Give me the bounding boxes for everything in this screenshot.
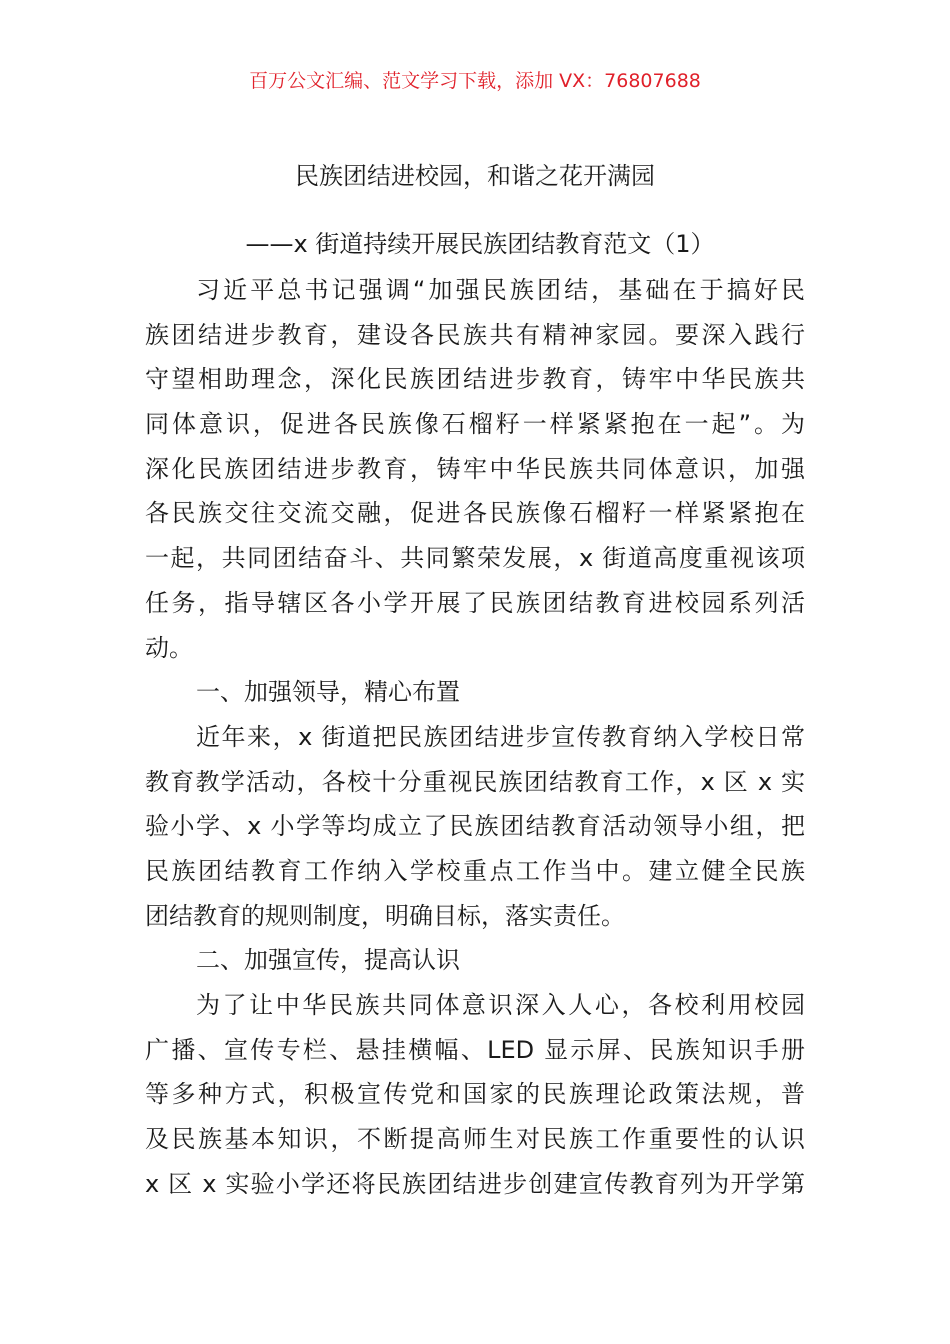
- text-line: 团结教育的规则制度，明确目标，落实责任。: [145, 901, 625, 930]
- text-line: 及民族基本知识，不断提高师生对民族工作重要性的认识: [145, 1125, 805, 1154]
- text-line: 族团结进步教育，建设各民族共有精神家园。要深入践行: [145, 320, 805, 349]
- text-line: 二、加强宣传，提高认识: [196, 946, 460, 975]
- document-title: 民族团结进校园，和谐之花开满园: [295, 162, 655, 190]
- document-body: [145, 268, 805, 1206]
- text-line: 为了让中华民族共同体意识深入人心，各校利用校园: [196, 991, 805, 1019]
- text-line: 教育教学活动，各校十分重视民族团结教育工作，x 区 x 实: [145, 767, 805, 796]
- text-line: 广播、宣传专栏、悬挂横幅、LED 显示屏、民族知识手册: [145, 1035, 805, 1064]
- text-line: 近年来，x 街道把民族团结进步宣传教育纳入学校日常: [196, 722, 805, 751]
- text-line: 习近平总书记强调“加强民族团结，基础在于搞好民: [196, 276, 805, 304]
- text-line: 深化民族团结进步教育，铸牢中华民族共同体意识，加强: [145, 454, 805, 483]
- watermark-header: 百万公文汇编、范文学习下载，添加 VX：76807688: [249, 70, 701, 92]
- text-line: 任务，指导辖区各小学开展了民族团结教育进校园系列活: [145, 588, 805, 617]
- text-line: 验小学、x 小学等均成立了民族团结教育活动领导小组，把: [145, 812, 805, 841]
- text-line: 等多种方式，积极宣传党和国家的民族理论政策法规，普: [145, 1080, 805, 1109]
- text-line: 同体意识，促进各民族像石榴籽一样紧紧抱在一起”。为: [145, 410, 805, 439]
- text-line: 一、加强领导，精心布置: [196, 678, 460, 707]
- text-line: 民族团结教育工作纳入学校重点工作当中。建立健全民族: [145, 856, 805, 885]
- text-line: 守望相助理念，深化民族团结进步教育，铸牢中华民族共: [145, 365, 805, 394]
- text-line: 一起，共同团结奋斗、共同繁荣发展，x 街道高度重视该项: [145, 544, 805, 573]
- text-line: x 区 x 实验小学还将民族团结进步创建宣传教育列为开学第: [145, 1169, 805, 1198]
- document-subtitle: ——x 街道持续开展民族团结教育范文（1）: [245, 230, 715, 258]
- text-line: 各民族交往交流交融，促进各民族像石榴籽一样紧紧抱在: [145, 499, 805, 528]
- text-line: 动。: [145, 633, 193, 662]
